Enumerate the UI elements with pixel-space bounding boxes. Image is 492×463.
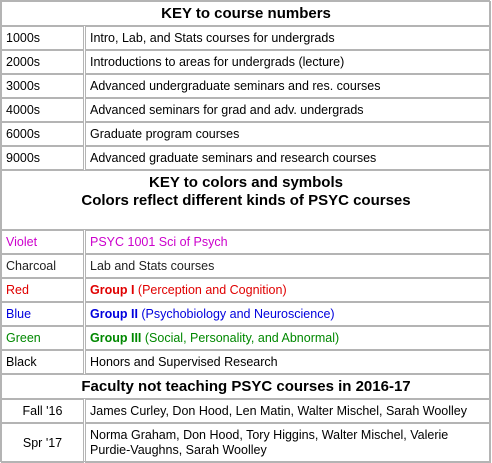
colors-key-header [1, 170, 491, 230]
course-code-cell [1, 146, 84, 170]
course-code: 4000s [6, 102, 41, 117]
faculty-names-cell [85, 423, 491, 463]
course-desc: Advanced undergraduate seminars and res. courses [90, 78, 381, 93]
color-name-cell [1, 302, 84, 326]
course-desc-cell [85, 74, 491, 98]
color-name-cell [1, 254, 84, 278]
term-cell [1, 423, 84, 463]
color-name-cell [1, 326, 84, 350]
color-desc: (Perception and Cognition) [134, 282, 287, 297]
color-desc: PSYC 1001 Sci of Psych [90, 234, 228, 249]
color-name: Red [6, 282, 29, 297]
course-code-cell [1, 74, 84, 98]
course-numbers-title: KEY to course numbers [161, 5, 331, 22]
color-name: Green [6, 330, 41, 345]
course-desc-cell [85, 122, 491, 146]
group-label: Group III [90, 330, 142, 345]
term-label: Fall '16 [22, 403, 63, 418]
faculty-names-cell [85, 399, 491, 423]
group-label: Group I [90, 282, 135, 297]
color-name: Charcoal [6, 258, 57, 273]
course-desc: Advanced graduate seminars and research courses [90, 150, 377, 165]
course-code: 6000s [6, 126, 41, 141]
color-desc: Honors and Supervised Research [90, 354, 278, 369]
faculty-names: Norma Graham, Don Hood, Tory Higgins, Walter Mischel, Valerie Purdie-Vaughns, Sarah Woolley [90, 428, 449, 457]
course-desc-cell [85, 26, 491, 50]
course-numbers-header [1, 1, 491, 26]
color-desc-cell [85, 254, 491, 278]
course-desc-cell [85, 98, 491, 122]
faculty-names: James Curley, Don Hood, Len Matin, Walter Mischel, Sarah Woolley [90, 403, 468, 418]
color-name: Blue [6, 306, 32, 321]
color-name: Violet [6, 234, 38, 249]
course-code-cell [1, 26, 84, 50]
course-code: 1000s [6, 30, 41, 45]
color-name-cell [1, 230, 84, 254]
course-desc-cell [85, 146, 491, 170]
colors-key-subtitle: Colors reflect different kinds of PSYC courses [81, 192, 411, 209]
faculty-title: Faculty not teaching PSYC courses in 2016-17 [81, 378, 411, 395]
course-code: 3000s [6, 78, 41, 93]
color-name-cell [1, 278, 84, 302]
faculty-header [1, 374, 491, 399]
color-name-cell [1, 350, 84, 374]
term-cell [1, 399, 84, 423]
colors-key-title: KEY to colors and symbols [149, 174, 343, 191]
color-desc: (Social, Personality, and Abnormal) [141, 330, 340, 345]
term-label: Spr '17 [22, 435, 63, 450]
color-desc-cell [85, 278, 491, 302]
course-desc: Advanced seminars for grad and adv. undergrads [90, 102, 364, 117]
color-desc-cell [85, 302, 491, 326]
color-desc: (Psychobiology and Neuroscience) [137, 306, 335, 321]
group-label: Group II [90, 306, 138, 321]
course-code: 9000s [6, 150, 41, 165]
course-desc: Introductions to areas for undergrads (lecture) [90, 54, 345, 69]
course-code-cell [1, 98, 84, 122]
course-desc: Graduate program courses [90, 126, 240, 141]
color-desc-cell [85, 230, 491, 254]
course-desc: Intro, Lab, and Stats courses for undergrads [90, 30, 335, 45]
color-desc-cell [85, 350, 491, 374]
color-desc: Lab and Stats courses [90, 258, 215, 273]
course-desc-cell [85, 50, 491, 74]
color-desc-cell [85, 326, 491, 350]
color-name: Black [6, 354, 37, 369]
course-code-cell [1, 122, 84, 146]
course-code: 2000s [6, 54, 41, 69]
course-code-cell [1, 50, 84, 74]
